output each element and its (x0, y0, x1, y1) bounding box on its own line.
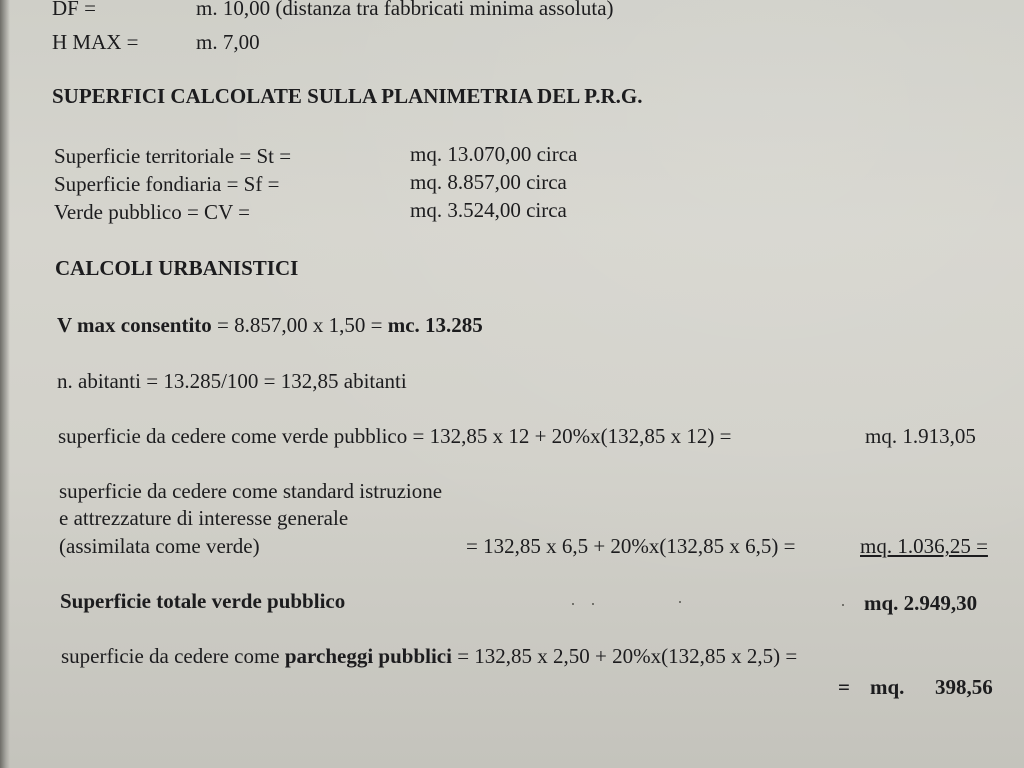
parcheggi-eq: = (838, 675, 850, 699)
verde-pubblico-value: mq. 3.524,00 circa (410, 198, 567, 222)
abitanti-line: n. abitanti = 13.285/100 = 132,85 abitanti (57, 369, 407, 393)
parcheggi-line (61, 643, 797, 669)
superficie-territoriale-label: Superficie territoriale = St = (54, 144, 292, 168)
parcheggi-unit: mq. (870, 675, 905, 699)
istruzione-formula: = 132,85 x 6,5 + 20%x(132,85 x 6,5) = (466, 534, 796, 558)
df-value: m. 10,00 (distanza tra fabbricati minima assoluta) (196, 0, 614, 20)
parcheggi-prefix: superficie da cedere come (61, 644, 285, 668)
istruzione-line3: (assimilata come verde) (59, 534, 260, 558)
istruzione-result: mq. 1.036,25 = (860, 534, 988, 558)
vmax-label: V max consentito (57, 313, 212, 337)
paper-speck (842, 604, 844, 606)
paper-left-edge (0, 0, 10, 768)
hmax-value: m. 7,00 (196, 30, 260, 54)
df-label: DF = (52, 0, 96, 20)
verde-formula: superficie da cedere come verde pubblico = 132,85 x 12 + 20%x(132,85 x 12) = (58, 424, 732, 448)
paper-speck (572, 603, 574, 605)
paper-speck (592, 603, 594, 605)
istruzione-line2: e attrezzature di interesse generale (59, 506, 349, 530)
superficie-fondiaria-value: mq. 8.857,00 circa (410, 170, 567, 194)
vmax-line (57, 312, 483, 338)
totale-label: Superficie totale verde pubblico (60, 589, 346, 613)
superfici-heading: SUPERFICI CALCOLATE SULLA PLANIMETRIA DEL P.R.G. (52, 84, 643, 108)
parcheggi-formula: = 132,85 x 2,50 + 20%x(132,85 x 2,5) = (451, 644, 798, 668)
vmax-result: mc. 13.285 (387, 313, 483, 337)
parcheggi-value: 398,56 (935, 675, 993, 699)
superficie-fondiaria-label: Superficie fondiaria = Sf = (54, 172, 280, 196)
parcheggi-bold: parcheggi pubblici (284, 644, 452, 668)
totale-result: mq. 2.949,30 (864, 591, 978, 615)
paper-speck (679, 601, 681, 603)
vmax-formula: = 8.857,00 x 1,50 = (211, 313, 388, 337)
istruzione-line1: superficie da cedere come standard istruzione (59, 479, 443, 503)
calcoli-heading: CALCOLI URBANISTICI (55, 256, 299, 280)
hmax-label: H MAX = (52, 30, 139, 54)
superficie-territoriale-value: mq. 13.070,00 circa (410, 142, 578, 166)
verde-pubblico-label: Verde pubblico = CV = (54, 200, 250, 224)
verde-result: mq. 1.913,05 (865, 424, 976, 448)
